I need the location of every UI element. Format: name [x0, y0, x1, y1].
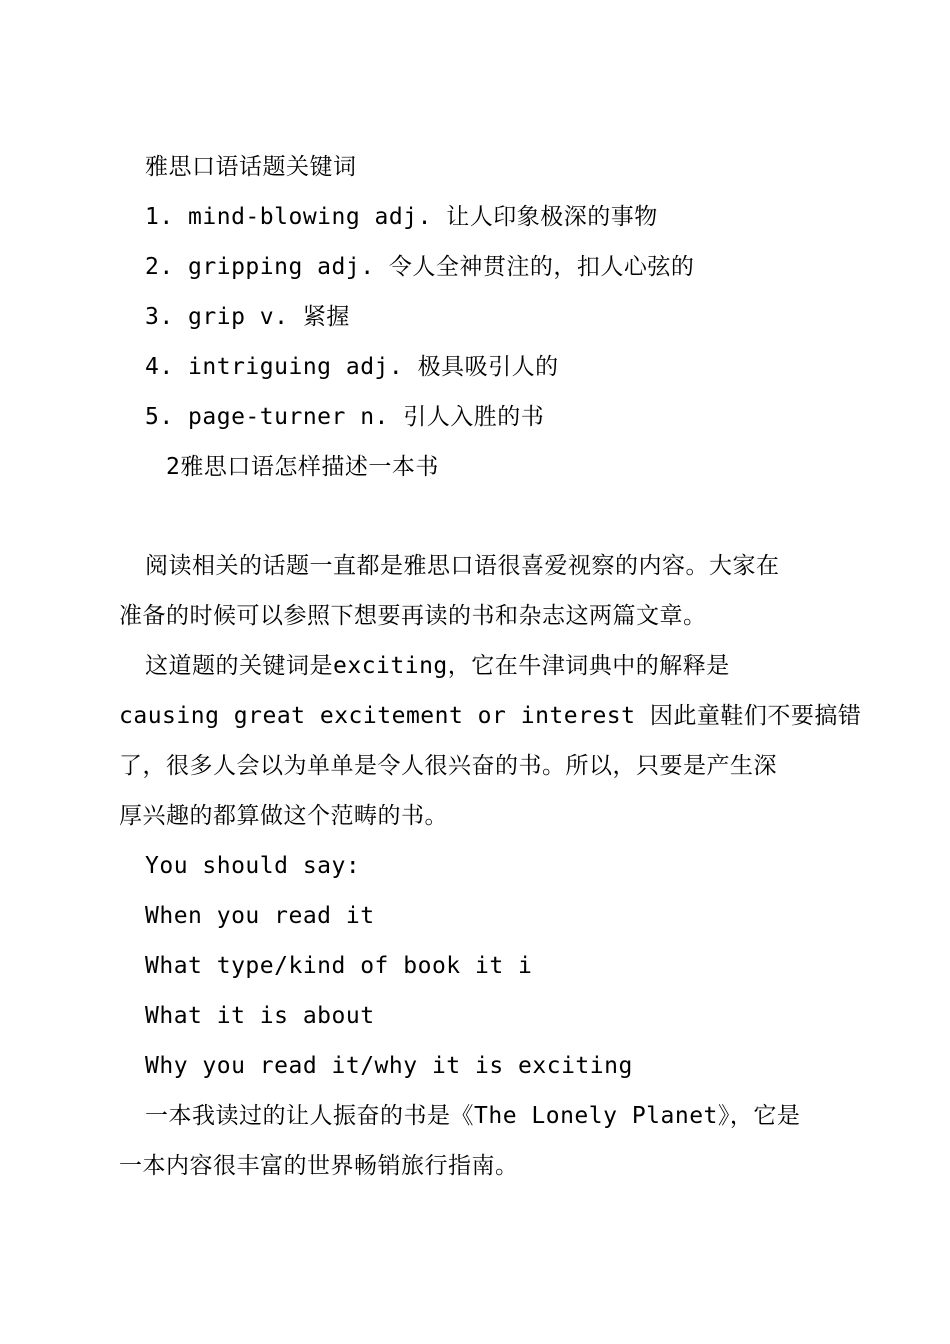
paragraph1-line-2: 准备的时候可以参照下想要再读的书和杂志这两篇文章。	[119, 603, 707, 629]
document-heading: 雅思口语话题关键词	[145, 154, 357, 180]
paragraph2-line-2: causing great excitement or interest 因此童鞋们不要搞错	[119, 703, 862, 729]
section-title: 2雅思口语怎样描述一本书	[166, 454, 439, 480]
keyword-item-3: 3. grip v. 紧握	[145, 304, 350, 330]
prompt-line-4: What it is about	[145, 1003, 375, 1029]
paragraph2-line-4: 厚兴趣的都算做这个范畴的书。	[119, 803, 448, 829]
keyword-item-1: 1. mind-blowing adj. 让人印象极深的事物	[145, 204, 658, 230]
keyword-item-5: 5. page-turner n. 引人入胜的书	[145, 404, 545, 430]
prompt-line-3: What type/kind of book it i	[145, 953, 533, 979]
keyword-item-2: 2. gripping adj. 令人全神贯注的，扣人心弦的	[145, 254, 695, 280]
prompt-line-1: You should say:	[145, 853, 361, 879]
prompt-line-5: Why you read it/why it is exciting	[145, 1053, 633, 1079]
keyword-item-4: 4. intriguing adj. 极具吸引人的	[145, 354, 559, 380]
answer-line-2: 一本内容很丰富的世界畅销旅行指南。	[119, 1153, 519, 1179]
paragraph2-line-1: 这道题的关键词是exciting，它在牛津词典中的解释是	[145, 653, 730, 679]
answer-line-1: 一本我读过的让人振奋的书是《The Lonely Planet》，它是	[145, 1103, 801, 1129]
paragraph1-line-1: 阅读相关的话题一直都是雅思口语很喜爱视察的内容。大家在	[145, 553, 780, 579]
paragraph2-line-3: 了，很多人会以为单单是令人很兴奋的书。所以，只要是产生深	[119, 753, 777, 779]
prompt-line-2: When you read it	[145, 903, 375, 929]
